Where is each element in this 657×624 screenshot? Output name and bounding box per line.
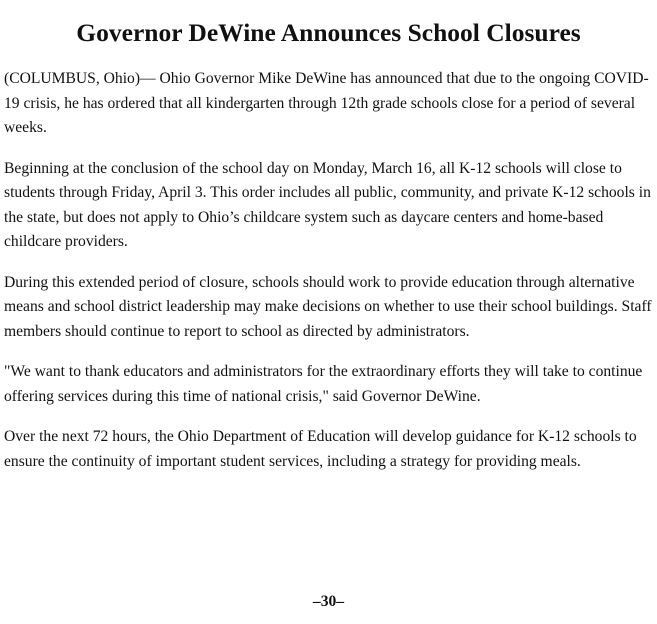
end-of-release-mark: –30– [312, 593, 345, 610]
paragraph-intro: (COLUMBUS, Ohio)— Ohio Governor Mike DeWine has announced that due to the ongoing COVID-19 crisis, he has ordered that all kindergarten through 12th grade schools close for a period of several weeks. [4, 70, 649, 136]
article-body [4, 67, 653, 474]
paragraph-governor-quote: "We want to thank educators and administrators for the extraordinary efforts they will take to continue offering services during this time of national crisis," said Governor DeWine. [4, 363, 643, 405]
paragraph-closure-dates: Beginning at the conclusion of the school day on Monday, March 16, all K-12 schools will close to students through Friday, April 3. This order includes all public, community, and private K-12 schools in the state, but does not apply to Ohio’s childcare system such as daycare centers and home-based childcare providers. [4, 159, 651, 250]
paragraph-alternative-education: During this extended period of closure, schools should work to provide education through alternative means and school district leadership may make decisions on whether to use their school buildings. Staff members should continue to report to school as directed by administrators. [4, 273, 652, 340]
page-title: Governor DeWine Announces School Closures [76, 18, 581, 47]
paragraph-guidance: Over the next 72 hours, the Ohio Department of Education will develop guidance for K-12 schools to ensure the continuity of important student services, including a strategy for providing meals. [4, 428, 637, 470]
